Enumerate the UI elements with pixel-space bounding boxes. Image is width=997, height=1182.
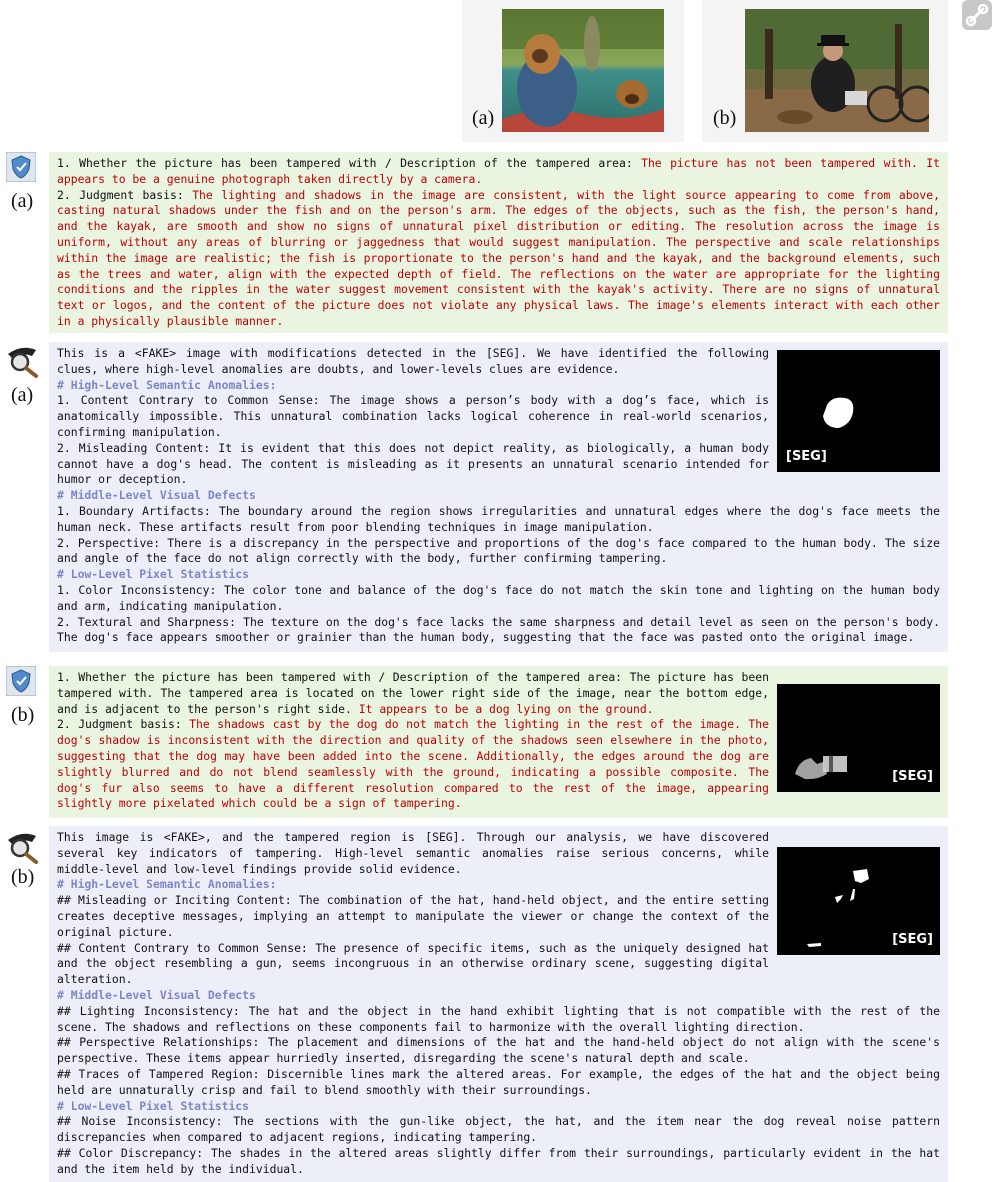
seg-label-a: [SEG] [786,449,827,464]
detective-magnifier-icon [4,340,40,378]
row-1-label: (a) [11,190,34,212]
row-4-label: (b) [11,866,35,888]
row-4-response [49,826,948,1182]
row-2-high-item-1: 1. Content Contrary to Common Sense: The image shows a person’s body with a dog’s face, which is anatomically impossible. This unnatural combination lacks logical coherence in real-world scenarios, confirming manipulation. [57,393,769,439]
row-4-heading-low: # Low-Level Pixel Statistics [57,1098,250,1113]
row-3-q2: 2. Judgment basis: [57,717,190,732]
caption-a: (a) [472,107,495,129]
caption-b: (b) [713,107,737,129]
row-1-response [49,152,948,333]
row-2-intro: This is a <FAKE> image with modifications detected in the [SEG]. We have identified the following clues, where high-level anomalies are doubts, and lower-levels clues are evidence. [57,346,769,376]
row-2-high-item-2: 2. Misleading Content: It is evident that this does not depict reality, as biologically, a human body cannot have a dog's head. The content is misleading as it presents an unnatural scenario intended for humor or deception. [57,440,769,487]
seg-label-b-analyst: [SEG] [892,932,933,947]
row-2-heading-mid: # Middle-Level Visual Defects [57,488,256,503]
seg-label-b-detector: [SEG] [892,769,933,784]
row-4-high-item-1: ## Misleading or Inciting Content: The combination of the hat, hand-held object, and the entire setting creates deceptive messages, implying an attempt to manipulate the viewer or change the context of the original picture. [57,893,769,939]
row-2-response [49,342,948,652]
row-2-heading-low: # Low-Level Pixel Statistics [57,567,250,582]
row-4-mid-item-3: ## Traces of Tampered Region: Discernible lines mark the altered areas. For example, the edges of the hat and the object being held are unnaturally crisp and fail to blend smoothly with their surroundings. [57,1066,940,1097]
link-icon[interactable] [962,0,992,30]
row-3-q1: 1. Whether the picture has been tampered with / Description of the tampered area: The picture has been tampered with. The tampered area is located on the lower right side of the image, near the bottom edge, and is adjacent to the person's right side. [57,670,769,716]
shield-badge-icon [6,666,36,696]
row-3-response [49,666,948,818]
row-2-mid-item-1: 1. Boundary Artifacts: The boundary around the region shows irregularities and unnatural edges where the dog's face meets the human neck. These artifacts result from poor blending techniques in image manipulation. [57,503,940,534]
photo-b-man-with-bicycle [745,9,929,132]
row-4-intro: This image is <FAKE>, and the tampered region is [SEG]. Through our analysis, we have discovered several key indicators of tampering. High-level semantic anomalies raise serious concerns, while middle-level and low-level findings provide solid evidence. [57,830,769,876]
row-3-a1: It appears to be a dog lying on the ground. [358,701,654,716]
row-1-a2: The lighting and shadows in the image are consistent, with the light source appearing to come from above, casting natural shadows under the fish and on the person's arm. The edges of the objects, such as the fish, the person's hand, and the kayak, are smooth and show no signs of unnatural pixel distribution or editing. The resolution across the image is uniform, without any areas of blurring or jaggedness that would suggest manipulation. The perspective and scale relationships within the image are realistic; the fish is proportionate to the person's hand and the kayak, and the background elements, such as the trees and water, align with the expected depth of field. The reflections on the water are appropriate for the lighting conditions and the ripples in the water suggest movement consistent with the kayak's activity. There are no signs of unnatural text or logos, and the content of the picture does not violate any physical laws. The image's elements interact with each other in a physically plausible manner. [57,187,940,328]
row-4-mid-item-1: ## Lighting Inconsistency: The hat and the object in the hand exhibit lighting that is not compatible with the rest of the scene. The shadows and reflections on these components fail to harmonize with the overall lighting direction. [57,1003,940,1034]
row-3-label: (b) [11,704,35,726]
row-1-q1: 1. Whether the picture has been tampered with / Description of the tampered area: [57,156,642,170]
seg-mask-a [777,350,940,472]
row-4-heading-mid: # Middle-Level Visual Defects [57,987,256,1002]
row-4-mid-item-2: ## Perspective Relationships: The placement and dimensions of the hat and the hand-held object do not align with the scene's perspective. These items appear hurriedly inserted, disregarding the scene's natural depth and scale. [57,1035,940,1066]
row-2-heading-high: # High-Level Semantic Anomalies: [57,377,277,392]
detective-magnifier-icon [4,826,40,864]
row-1-a1: The picture has not been tampered with. It appears to be a genuine photograph taken directly by a camera. [57,156,940,186]
row-4-heading-high: # High-Level Semantic Anomalies: [57,877,277,892]
shield-badge-icon [6,152,36,182]
row-4-low-item-1: ## Noise Inconsistency: The sections with the gun-like object, the hat, and the item near the dog reveal noise pattern discrepancies when compared to adjacent regions, indicating tampering. [57,1114,940,1145]
seg-mask-b-analyst [777,847,940,955]
row-2-mid-item-2: 2. Perspective: There is a discrepancy in the perspective and proportions of the dog's face compared to the human body. The size and angle of the face do not align correctly with the body, further confirming tampering. [57,535,940,566]
row-2-low-item-1: 1. Color Inconsistency: The color tone and balance of the dog's face do not match the skin tone and lighting on the human body and arm, indicating manipulation. [57,582,940,613]
row-2-label: (a) [11,384,34,406]
row-3-a2: The shadows cast by the dog do not match the lighting in the rest of the image. The dog's shadow is inconsistent with the direction and quality of the shadows seen elsewhere in the photo, suggesting that the dog may have been added into the scene. Additionally, the edges around the dog are slightly blurred and do not blend seamlessly with the ground, indicating a possible composite. The dog's fur also seems to have a different resolution compared to the rest of the image, appearing slightly more pixelated which could be a sign of tampering. [57,717,769,811]
seg-mask-b-detector [777,684,940,792]
row-1-q2: 2. Judgment basis: [57,187,193,202]
row-4-high-item-2: ## Content Contrary to Common Sense: The presence of specific items, such as the uniquely designed hat and the object resembling a gun, seems incongruous in an otherwise ordinary scene, suggesting digital alteration. [57,940,769,987]
row-4-low-item-2: ## Color Discrepancy: The shades in the altered areas slightly differ from their surroundings, particularly evident in the hat and the item held by the individual. [57,1145,940,1176]
photo-a-dog-face-kayak [502,9,664,132]
row-2-low-item-2: 2. Textural and Sharpness: The texture on the dog's face lacks the same sharpness and detail level as seen on the person's body. The dog's face appears smoother or grainier than the human body, suggesting that the face was pasted onto the original image. [57,614,940,645]
